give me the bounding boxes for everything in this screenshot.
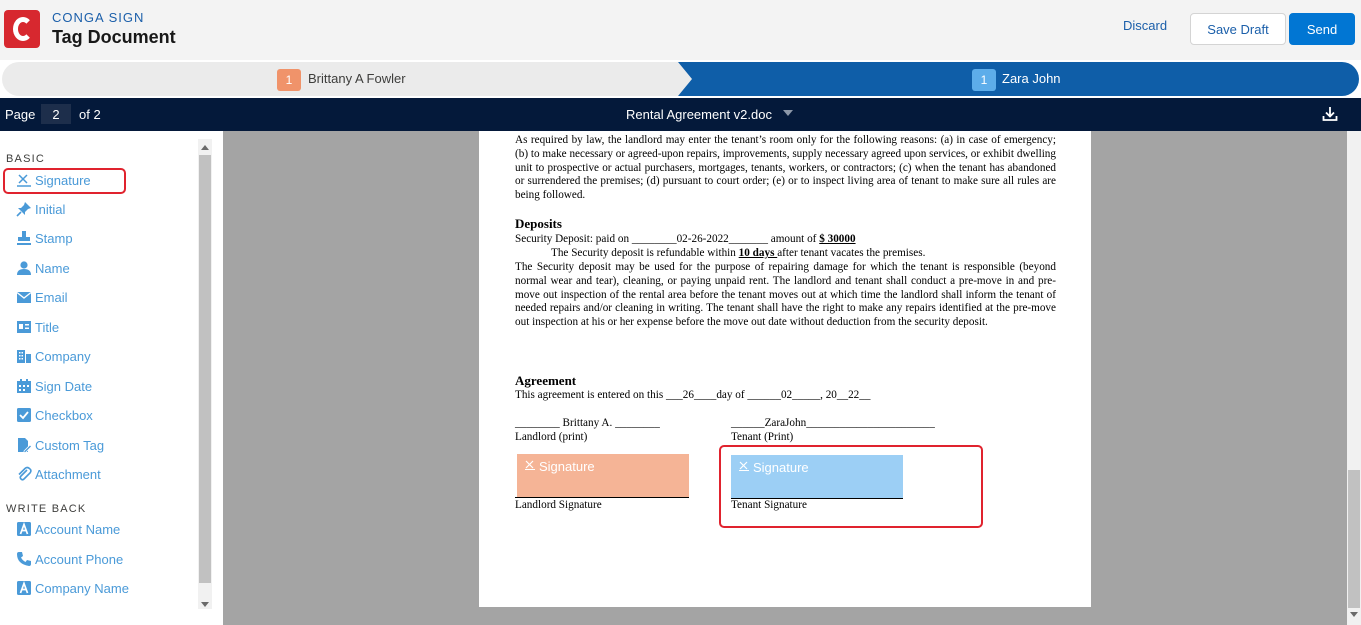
page-title: Tag Document [52, 27, 176, 47]
deposit-amount: $ 30000 [819, 233, 856, 245]
building-icon [16, 348, 32, 364]
section-title-basic: BASIC [6, 153, 46, 165]
tag-item-label: Stamp [35, 231, 73, 246]
save-draft-button[interactable]: Save Draft [1190, 13, 1286, 45]
tenant-print-label: Tenant (Print) [731, 431, 794, 443]
calendar-icon [16, 378, 32, 394]
agreement-date-line: This agreement is entered on this ___26____day of ______02_____, 20__22__ [515, 389, 871, 401]
signature-icon [525, 460, 535, 470]
pin-icon [16, 201, 32, 217]
tag-item-label: Company [35, 349, 91, 364]
tag-item-signature[interactable] [16, 170, 196, 192]
tag-item-label: Email [35, 290, 68, 305]
tag-item-attachment[interactable] [16, 464, 196, 486]
signature-icon [739, 461, 749, 471]
tag-item-name[interactable] [16, 258, 196, 280]
checkbox-icon [16, 407, 32, 423]
letter-a-icon [16, 580, 32, 596]
tag-item-label: Title [35, 320, 60, 335]
tag-item-initial[interactable] [16, 199, 196, 221]
tag-item-label: Attachment [35, 467, 101, 482]
person-icon [16, 260, 32, 276]
landlord-signature-line [515, 497, 689, 498]
tag-item-label: Company Name [35, 581, 129, 596]
scroll-down-icon[interactable] [201, 602, 209, 607]
tag-item-label: Account Phone [35, 552, 124, 567]
sidebar-scrollbar-thumb[interactable] [199, 155, 211, 583]
page-number-input[interactable] [41, 104, 71, 124]
landlord-name-line: ________ Brittany A. ________ [515, 417, 660, 429]
landlord-print-label: Landlord (print) [515, 431, 588, 443]
tag-item-label: Sign Date [35, 379, 93, 394]
custom-tag-icon [16, 437, 32, 453]
scroll-up-icon[interactable] [201, 145, 209, 150]
viewer-scrollbar-thumb[interactable] [1348, 470, 1360, 608]
tenant-signature-field[interactable] [731, 455, 903, 499]
section-title-write-back: WRITE BACK [6, 503, 87, 515]
signer-name-label[interactable]: Brittany A Fowler [308, 71, 406, 86]
signature-field-label: Signature [539, 459, 595, 474]
tag-item-label: Checkbox [35, 408, 93, 423]
stamp-icon [16, 230, 32, 246]
phone-icon [16, 551, 32, 567]
document-viewer [223, 131, 1347, 625]
tag-item-label: Signature [35, 173, 91, 188]
refund-line [551, 247, 925, 259]
tag-item-title[interactable] [16, 317, 196, 339]
document-page[interactable] [479, 131, 1091, 607]
refund-days: 10 days [738, 247, 778, 259]
entry-paragraph: As required by law, the landlord may enter the tenant’s room only for the following reasons: (a) in case of emergency; (b) to make necessary or agreed-upon repairs, improvements, supply necessary agreed upon services, or exhibit dwelling unit to prospective or actual purchasers, mortgages, tenants, workers, or contractors; (c) when the tenant has abandoned or surrendered the premises; (d) pursuant to court order; (e) or to inspect living area of tenant to make sure all rules are being followed. [515, 134, 1056, 202]
landlord-signature-field[interactable] [517, 454, 689, 498]
envelope-icon [16, 289, 32, 305]
deposits-heading: Deposits [515, 216, 562, 231]
agreement-heading: Agreement [515, 373, 577, 388]
tenant-signature-label: Tenant Signature [731, 499, 807, 511]
tag-item-checkbox[interactable] [16, 405, 196, 427]
tag-item-company-name[interactable] [16, 578, 196, 600]
tag-item-sign-date[interactable] [16, 376, 196, 398]
header [0, 0, 1361, 60]
signature-field-label: Signature [753, 460, 809, 475]
tag-item-account-phone[interactable] [16, 549, 196, 571]
signer-name-label[interactable]: Zara John [1002, 71, 1061, 86]
tag-item-stamp[interactable] [16, 228, 196, 250]
tag-palette [0, 131, 213, 625]
security-deposit-line [515, 233, 856, 245]
tag-item-account-name[interactable] [16, 519, 196, 541]
send-button[interactable]: Send [1289, 13, 1355, 45]
chevron-down-icon[interactable] [783, 110, 793, 116]
scroll-down-icon[interactable] [1350, 612, 1358, 617]
id-card-icon [16, 319, 32, 335]
paperclip-icon [16, 466, 32, 482]
brand-name: CONGA SIGN [52, 10, 145, 25]
security-deposit-text: Security Deposit: paid on ________02-26-2022_______ amount of [515, 233, 820, 245]
download-icon[interactable] [1321, 105, 1339, 123]
document-toolbar [0, 98, 1361, 131]
conga-logo-icon [4, 10, 40, 48]
signer-selector [0, 60, 1361, 98]
tag-item-label: Custom Tag [35, 438, 105, 453]
tag-item-company[interactable] [16, 346, 196, 368]
page-count: of 2 [79, 107, 101, 122]
tag-item-label: Account Name [35, 522, 121, 537]
tag-item-label: Initial [35, 202, 66, 217]
tenant-name-line: ______ZaraJohn_______________________ [731, 417, 935, 429]
landlord-signature-label: Landlord Signature [515, 499, 602, 511]
tag-item-label: Name [35, 261, 70, 276]
tag-item-custom-tag[interactable] [16, 435, 196, 457]
discard-button[interactable]: Discard [1123, 18, 1168, 33]
signature-icon [16, 172, 32, 188]
page-label: Page [5, 107, 36, 122]
letter-a-icon [16, 521, 32, 537]
signer-order-badge: 1 [972, 69, 996, 91]
deposit-paragraph: The Security deposit may be used for the purpose of repairing damage for which the tenant is responsible (beyond normal wear and tear), cleaning, or paying unpaid rent. The landlord and tenant shall conduct a pre-move in and pre-move out inspection of the rental area before the tenant moves out at which time the landlord shall inform the tenant of needed repairs and/or cleaning in writing. The tenant shall have the right to make any repairs identified at the pre-move out inspection at his or her expense before the move out date without deduction from the security deposit. [515, 261, 1056, 329]
document-name[interactable]: Rental Agreement v2.doc [626, 107, 772, 122]
tag-item-email[interactable] [16, 287, 196, 309]
signer-order-badge: 1 [277, 69, 301, 91]
refund-text: The Security deposit is refundable within [551, 247, 739, 259]
refund-text-end: after tenant vacates the premises. [777, 247, 926, 259]
